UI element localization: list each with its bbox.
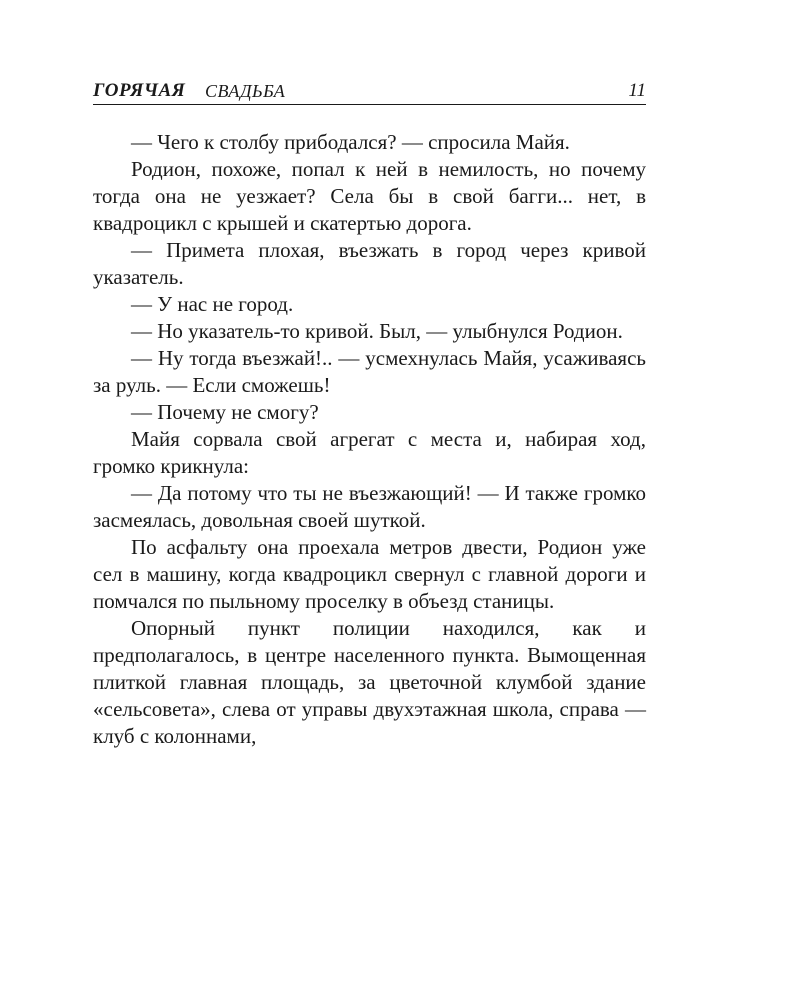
paragraph: По асфальту она проехала метров двести, Родион уже сел в машину, когда квадроцикл свернул с главной дороги и помчался по пыльному проселку в объезд станицы. — [93, 535, 646, 613]
paragraph: — Ну тогда въезжай!.. — усмехнулась Майя, усаживаясь за руль. — Если сможешь! — [93, 346, 646, 397]
paragraph: — Чего к столбу прибодался? — спросила Майя. — [131, 130, 570, 154]
body-text — [93, 129, 646, 750]
paragraph: Майя сорвала свой агрегат с места и, набирая ход, громко крикнула: — [93, 427, 646, 478]
page-number: 11 — [628, 80, 646, 101]
paragraph: — У нас не город. — [131, 292, 294, 316]
paragraph: — Но указатель-то кривой. Был, — улыбнулся Родион. — [131, 319, 623, 343]
paragraph: — Почему не смогу? — [131, 400, 319, 424]
header-title-rest: СВАДЬБА — [205, 81, 286, 101]
paragraph: Опорный пункт полиции находился, как и предполагалось, в центре населенного пункта. Вымощенная плиткой главная площадь, за цветочной клумбой здание «сельсовета», слева от управы двухэтажная школа, справа — клуб с колоннами, — [93, 616, 646, 748]
running-header — [93, 80, 646, 105]
paragraph: Родион, похоже, попал к ней в немилость, но почему тогда она не уезжает? Села бы в свой багги... нет, в квадроцикл с крышей и скатертью дорога. — [93, 157, 646, 235]
paragraph: — Да потому что ты не въезжающий! — И также громко засмеялась, довольная своей шуткой. — [93, 481, 646, 532]
paragraph: — Примета плохая, въезжать в город через кривой указатель. — [93, 238, 646, 289]
header-title-bold: ГОРЯЧАЯ — [93, 80, 186, 101]
